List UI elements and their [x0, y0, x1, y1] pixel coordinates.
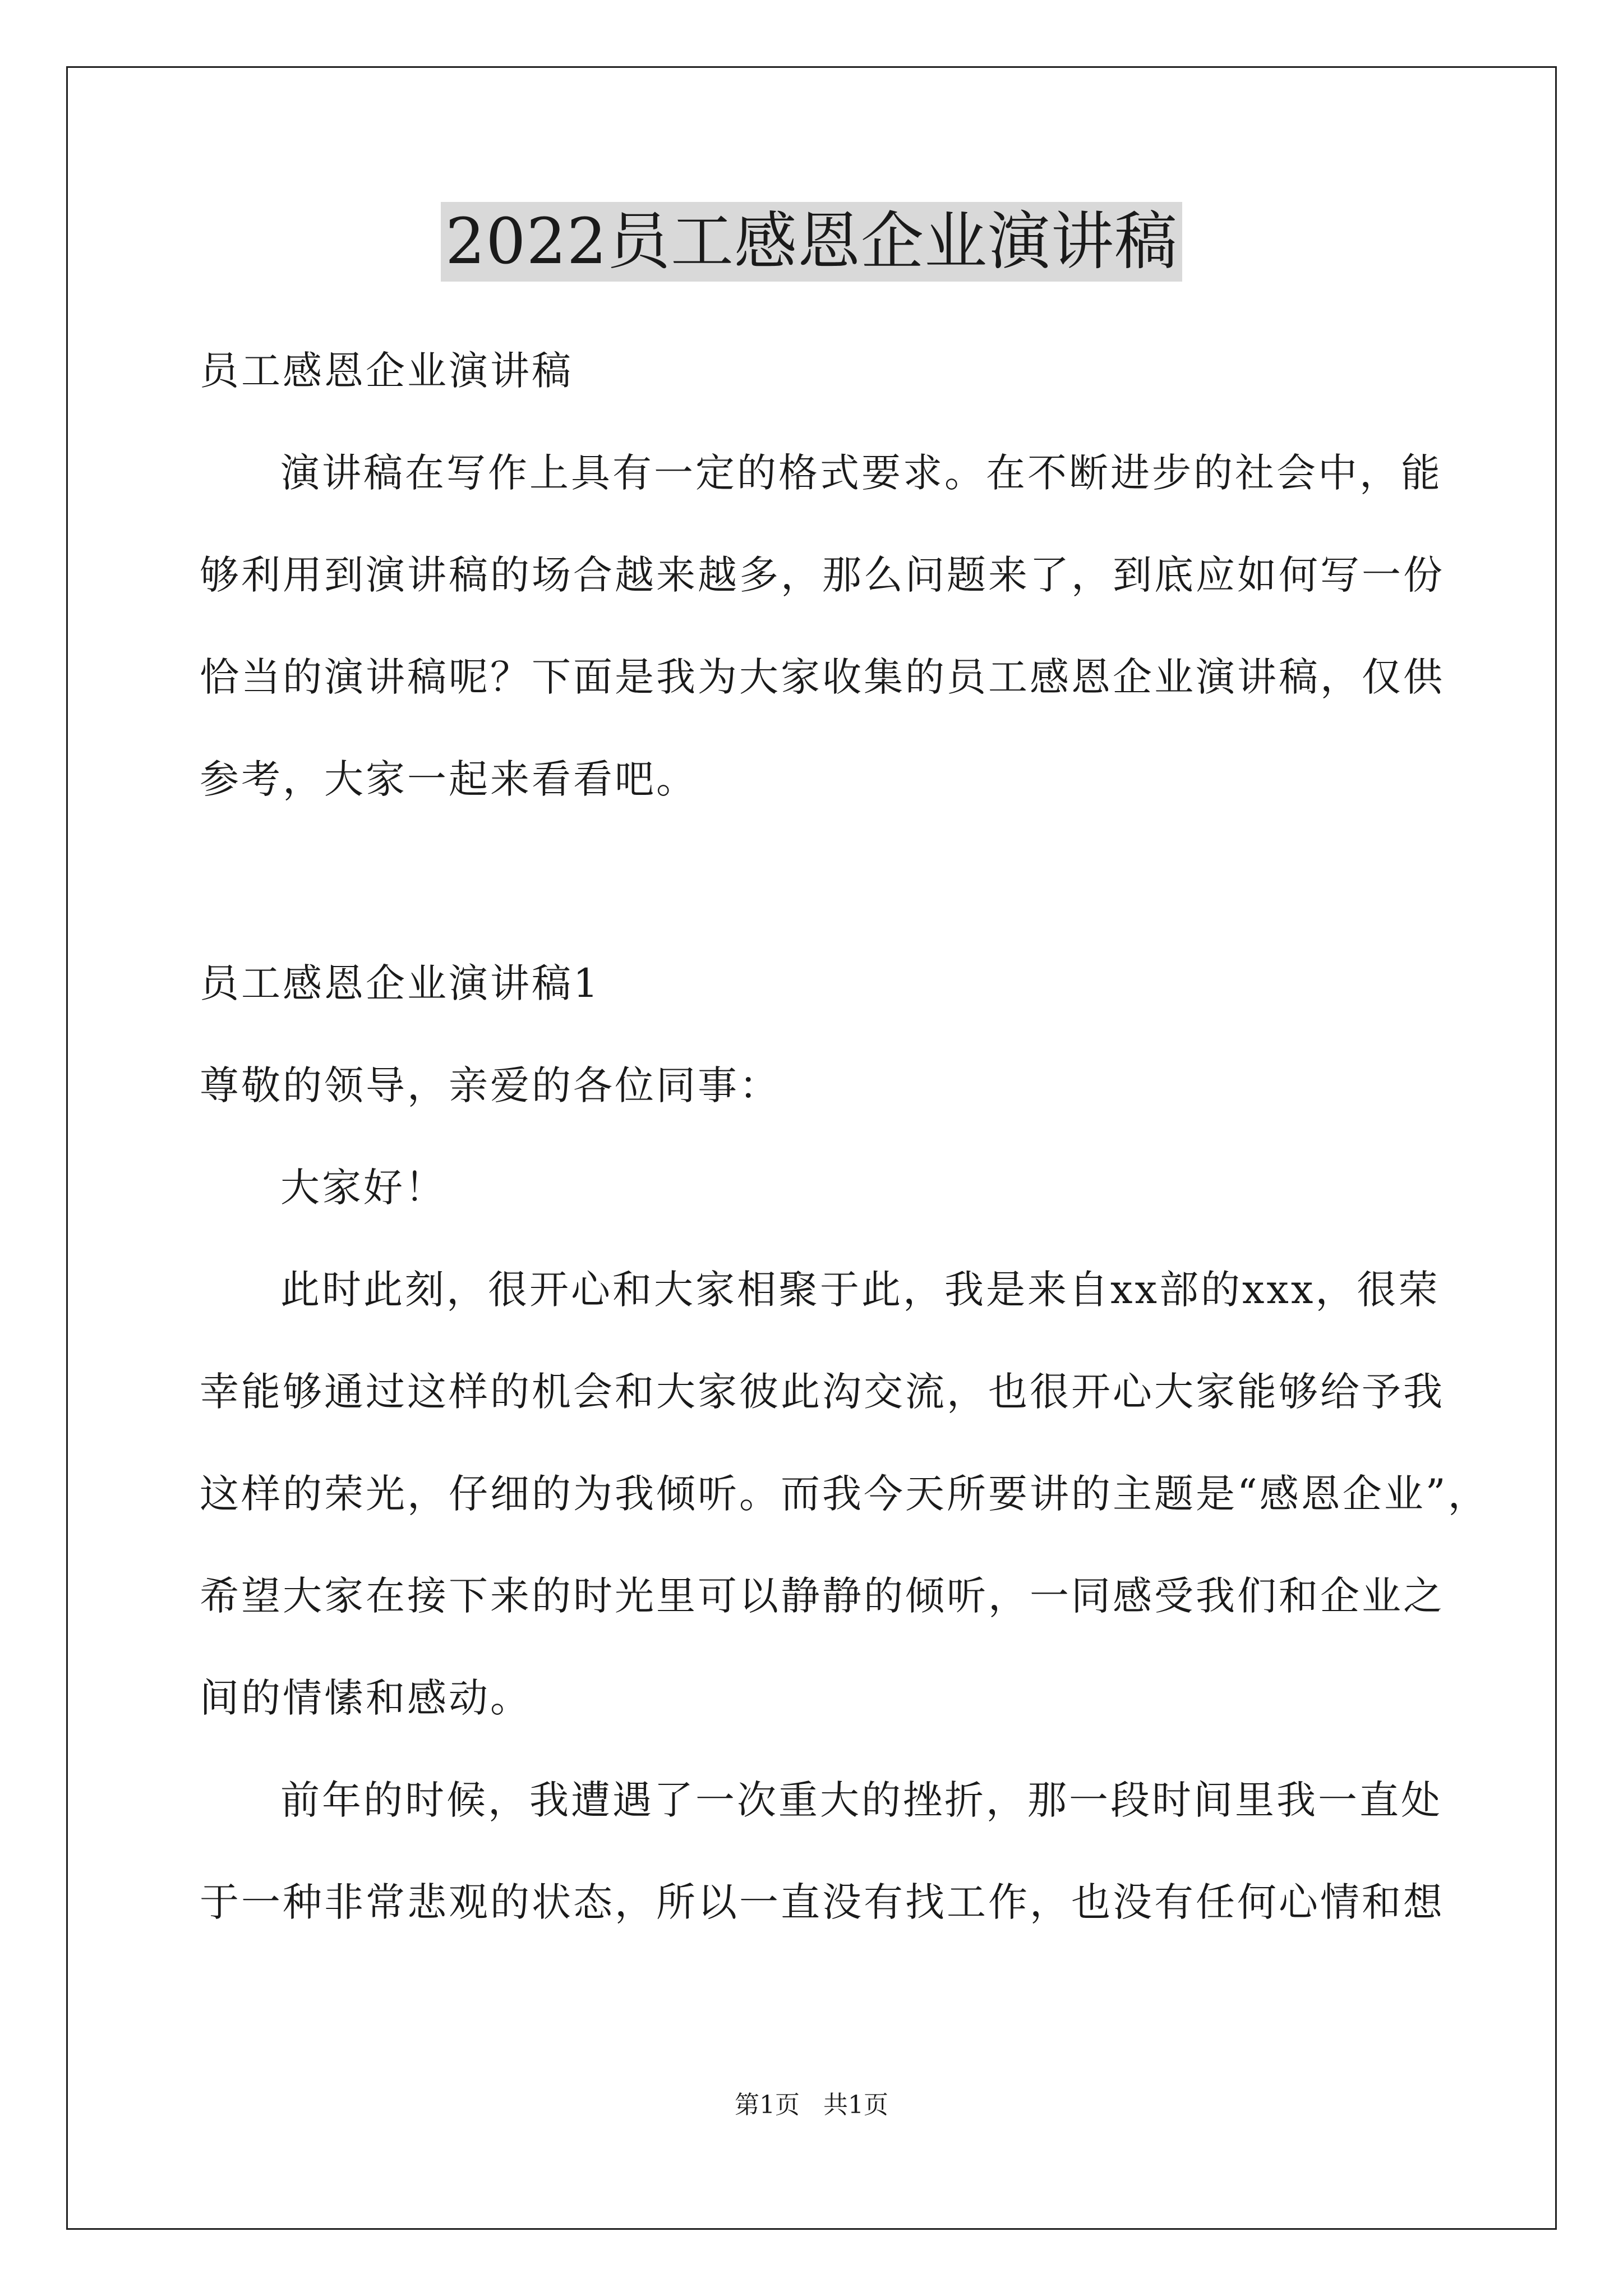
paragraph-line: 间的情愫和感动。 — [200, 1675, 532, 1721]
subtitle: 员工感恩企业演讲稿 — [200, 348, 573, 394]
paragraph-line: 于一种非常悲观的状态，所以一直没有找工作，也没有任何心情和想 — [200, 1879, 1445, 1925]
intro-line: 恰当的演讲稿呢？下面是我为大家收集的员工感恩企业演讲稿，仅供 — [200, 654, 1445, 700]
title-container — [0, 202, 1623, 282]
document-body — [200, 346, 1490, 1927]
paragraph-line: 希望大家在接下来的时光里可以静静的倾听，一同感受我们和企业之 — [200, 1573, 1445, 1619]
salutation: 尊敬的领导，亲爱的各位同事： — [200, 1062, 781, 1108]
page-footer: 第1页 共1页 — [735, 2091, 888, 2119]
intro-line: 够利用到演讲稿的场合越来越多，那么问题来了，到底应如何写一份 — [200, 552, 1445, 598]
greeting: 大家好！ — [280, 1165, 446, 1211]
document-title: 2022员工感恩企业演讲稿 — [441, 202, 1182, 282]
paragraph-line: 前年的时候，我遭遇了一次重大的挫折，那一段时间里我一直处 — [280, 1777, 1442, 1823]
paragraph-line: 此时此刻，很开心和大家相聚于此，我是来自xx部的xxx，很荣 — [280, 1267, 1440, 1313]
intro-line: 演讲稿在写作上具有一定的格式要求。在不断进步的社会中，能 — [280, 450, 1442, 496]
paragraph-line: 这样的荣光，仔细的为我倾听。而我今天所要讲的主题是“感恩企业”， — [200, 1471, 1490, 1517]
intro-line: 参考，大家一起来看看吧。 — [200, 756, 698, 802]
section-heading: 员工感恩企业演讲稿1 — [200, 960, 601, 1006]
paragraph-line: 幸能够通过这样的机会和大家彼此沟交流，也很开心大家能够给予我 — [200, 1369, 1445, 1415]
